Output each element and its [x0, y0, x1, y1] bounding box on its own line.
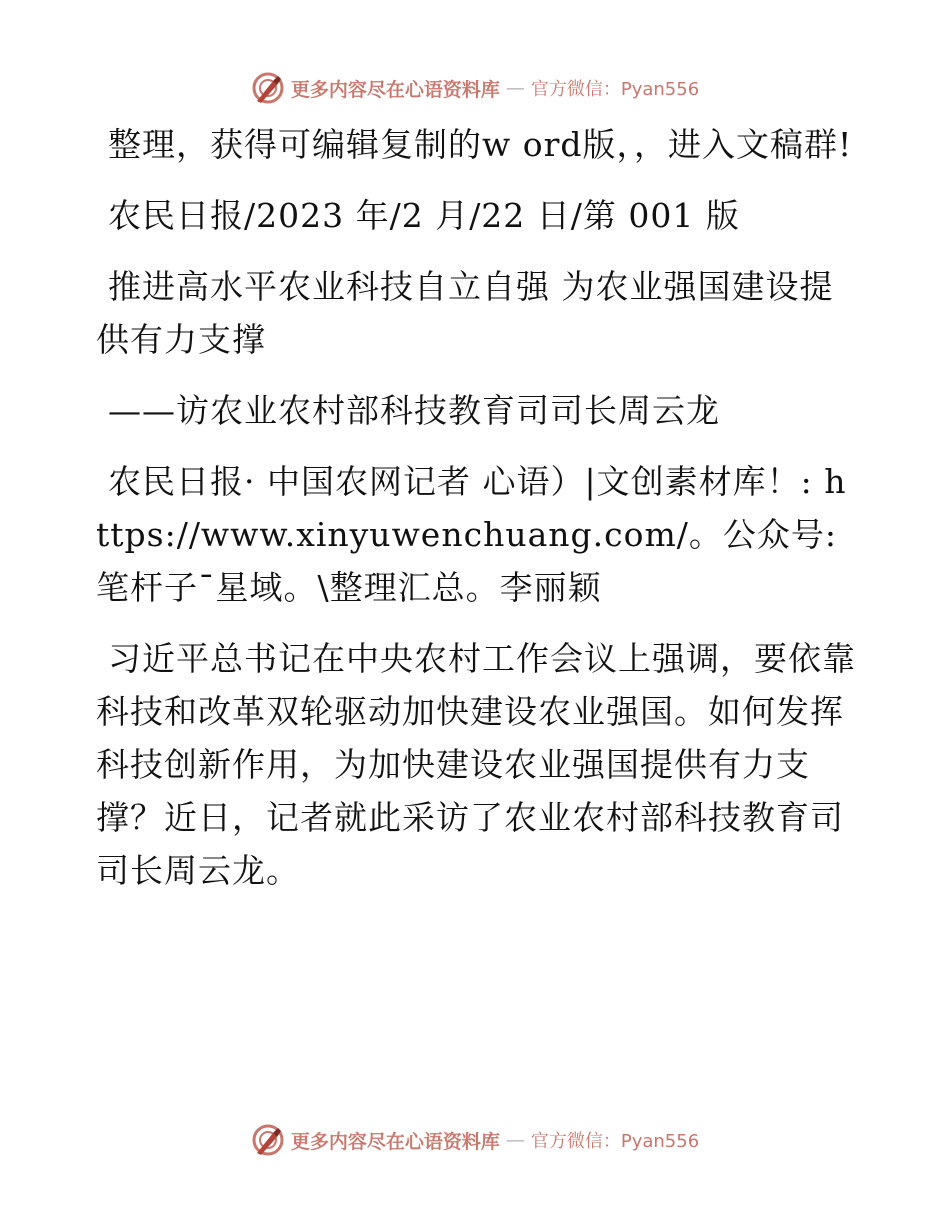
- document-body: [96, 118, 856, 915]
- watermark-contact: 官方微信：Pyan556: [530, 79, 700, 100]
- byline-paragraph: 农民日报· 中国农网记者 心语）|文创素材库！: https://www.xinyuwenchuang.com/。公众号: 笔杆子¯星域。\整理汇总。李丽颖: [96, 462, 847, 607]
- intro-paragraph: 整理，获得可编辑复制的w ord版，，进入文稿群!: [108, 125, 853, 164]
- pen-logo-icon: [251, 1123, 285, 1157]
- article-subtitle: ——访农业农村部科技教育司司长周云龙: [108, 391, 720, 430]
- watermark-text: 更多内容尽在心语资料库: [290, 1130, 500, 1153]
- watermark-separator: —: [505, 77, 525, 99]
- footer-watermark-banner: [0, 1120, 950, 1160]
- watermark-contact: 官方微信：Pyan556: [530, 1131, 700, 1152]
- pen-logo-icon: [251, 71, 285, 105]
- article-title: 推进高水平农业科技自立自强 为农业强国建设提供有力支撑: [96, 267, 834, 359]
- watermark-text: 更多内容尽在心语资料库: [290, 78, 500, 101]
- publication-line: 农民日报/2023 年/2 月/22 日/第 001 版: [108, 196, 740, 235]
- header-watermark-banner: [0, 68, 950, 108]
- watermark-separator: —: [505, 1129, 525, 1151]
- body-paragraph: 习近平总书记在中央农村工作会议上强调，要依靠科技和改革双轮驱动加快建设农业强国。如何发挥科技创新作用，为加快建设农业强国提供有力支撑？近日，记者就此采访了农业农村部科技教育司司长周云龙。: [96, 639, 856, 890]
